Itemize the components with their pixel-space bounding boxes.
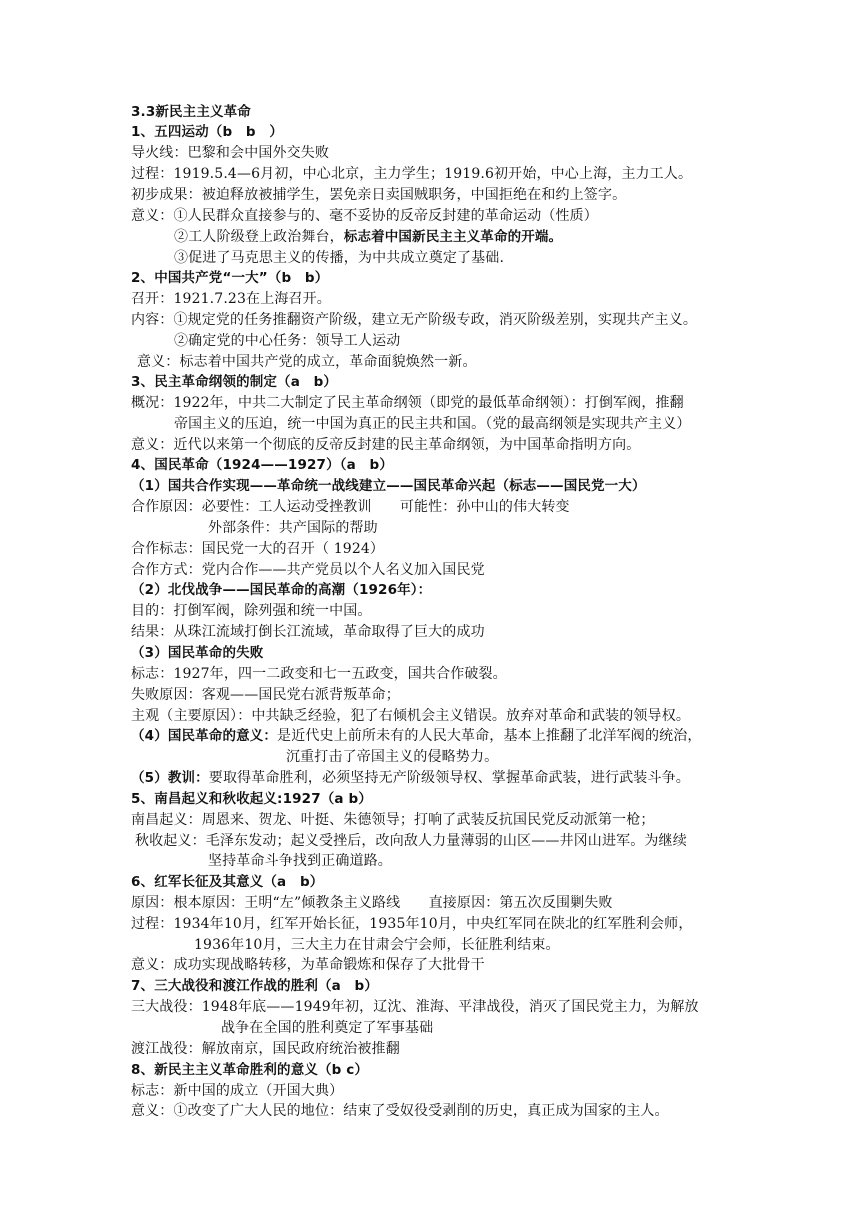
text-run: 失败原因：客观——国民党右派背叛革命； (131, 687, 400, 703)
text-line (286, 747, 498, 767)
text-run: ③促进了马克思主义的传播，为中共成立奠定了基础. (174, 250, 505, 266)
text-line (131, 497, 570, 517)
text-line (208, 851, 392, 871)
subheading (131, 768, 690, 788)
text-line (174, 331, 400, 351)
text-line (131, 164, 692, 184)
text-run: 主观（主要原因）：中共缺乏经验，犯了右倾机会主义错误。放弃对革命和武装的领导权。 (131, 708, 690, 724)
text-run: 意义：①人民群众直接参与的、毫不妥协的反帝反封建的革命运动（性质） (131, 208, 598, 224)
text-line (131, 810, 655, 830)
bold-text-run: 2、中国共产党“一大”（b b） (131, 270, 329, 286)
bold-text-run: 7、三大战役和渡江作战的胜利（a b） (131, 978, 379, 994)
text-run: 坚持革命斗争找到正确道路。 (208, 853, 392, 869)
text-line (174, 248, 504, 268)
heading-first-congress (131, 268, 328, 288)
text-run: 导火线：巴黎和会中国外交失败 (131, 145, 330, 161)
bold-text-run: 8、新民主主义革命胜利的意义（b c） (131, 1062, 369, 1078)
text-line (131, 1039, 400, 1059)
text-line (131, 539, 384, 559)
heading-three-campaigns (131, 976, 378, 996)
text-run: 意义：标志着中国共产党的成立，革命面貌焕然一新。 (137, 354, 477, 370)
bold-text-run: 6、红军长征及其意义（a b） (131, 874, 324, 890)
bold-text-run: 5、南昌起义和秋收起义:1927（a b） (131, 791, 372, 807)
heading-national-revolution (131, 455, 393, 475)
text-line (131, 310, 697, 330)
bold-text-run: 标志着中国新民主主义革命的开端。 (343, 229, 563, 245)
text-line (131, 893, 613, 913)
text-line (174, 414, 691, 434)
bold-text-run: （2）北伐战争——国民革命的高潮（1926年）： (131, 582, 432, 598)
text-run: 内容：①规定党的任务推翻资产阶级，建立无产阶级专政，消灭阶级差别，实现共产主义。 (131, 312, 697, 328)
bold-text-run: 4、国民革命（1924——1927）（a b） (131, 457, 394, 473)
text-run: 标志：新中国的成立（开国大典） (131, 1083, 344, 1099)
text-run: 秋收起义：毛泽东发动；起义受挫后，改向敌人力量薄弱的山区——井冈山进军。为继续 (135, 833, 687, 849)
text-line (131, 185, 626, 205)
text-line (131, 1101, 669, 1121)
text-line (174, 227, 562, 247)
text-run: 原因：根本原因：王明“左”倾教条主义路线 直接原因：第五次反围剿失败 (131, 895, 613, 911)
subheading (131, 726, 702, 746)
text-line (137, 352, 477, 372)
text-line (135, 831, 687, 851)
text-line (131, 143, 329, 163)
heading-may-fourth-movement (131, 122, 283, 142)
subheading (131, 476, 646, 496)
subheading (131, 580, 431, 600)
bold-text-run: 3、民主革命纲领的制定（a b） (131, 374, 338, 390)
text-run: 初步成果：被迫释放被捕学生，罢免亲日卖国贼职务，中国拒绝在和约上签字。 (131, 187, 627, 203)
text-line (131, 560, 485, 580)
text-run: 意义：成功实现战略转移，为革命锻炼和保存了大批骨干 (131, 957, 485, 973)
text-line (131, 206, 598, 226)
bold-text-run: （5）教训： (131, 770, 209, 786)
text-line (131, 393, 684, 413)
bold-text-run: （1）国共合作实现——革命统一战线建立——国民革命兴起（标志——国民党一大） (131, 478, 646, 494)
subheading (131, 643, 263, 663)
bold-text-run: （3）国民革命的失败 (131, 645, 264, 661)
text-line (131, 997, 699, 1017)
text-run: 1936年10月，三大主力在甘肃会宁会师，长征胜利结束。 (194, 937, 560, 953)
text-run: 合作标志：国民党一大的召开（ 1924） (131, 541, 385, 557)
bold-text-run: （4）国民革命的意义： (131, 728, 278, 744)
text-line (131, 289, 331, 309)
text-line (131, 435, 640, 455)
text-run: 合作方式：党内合作——共产党员以个人名义加入国民党 (131, 562, 485, 578)
text-run: 沉重打击了帝国主义的侵略势力。 (286, 749, 499, 765)
text-line (131, 664, 507, 684)
text-line (131, 601, 372, 621)
heading-victory-significance (131, 1060, 368, 1080)
text-run: 渡江战役：解放南京，国民政府统治被推翻 (131, 1041, 400, 1057)
text-run: 结果：从珠江流域打倒长江流域，革命取得了巨大的成功 (131, 624, 485, 640)
text-run: 意义：①改变了广大人民的地位：结束了受奴役受剥削的历史，真正成为国家的主人。 (131, 1103, 669, 1119)
text-line (131, 706, 690, 726)
text-run: 标志：1927年，四一二政变和七一五政变，国共合作破裂。 (131, 666, 507, 682)
text-line (194, 935, 560, 955)
section-title (131, 102, 251, 122)
text-line (208, 518, 378, 538)
text-run: 外部条件：共产国际的帮助 (208, 520, 378, 536)
text-line (221, 1018, 433, 1038)
text-run: 是近代史上前所未有的人民大革命，基本上推翻了北洋军阀的统治， (277, 728, 702, 744)
text-line (131, 914, 693, 934)
text-run: 概况：1922年，中共二大制定了民主革命纲领（即党的最低革命纲领）：打倒军阀，推翻 (131, 395, 684, 411)
text-run: ②确定党的中心任务：领导工人运动 (174, 333, 401, 349)
text-run: 过程：1934年10月，红军开始长征，1935年10月，中央红军同在陕北的红军胜利会师， (131, 916, 693, 932)
heading-long-march (131, 872, 323, 892)
text-run: ②工人阶级登上政治舞台， (174, 229, 344, 245)
text-line (131, 685, 400, 705)
text-line (131, 622, 485, 642)
text-run: 合作原因：必要性：工人运动受挫教训 可能性：孙中山的伟大转变 (131, 499, 570, 515)
text-run: 南昌起义：周恩来、贺龙、叶挺、朱德领导；打响了武装反抗国民党反动派第一枪； (131, 812, 655, 828)
bold-text-run: 3.3新民主主义革命 (131, 104, 251, 120)
text-run: 帝国主义的压迫，统一中国为真正的民主共和国。（党的最高纲领是实现共产主义） (174, 416, 691, 432)
text-run: 三大战役：1948年底——1949年初，辽沈、淮海、平津战役，消灭了国民党主力，为解放 (131, 999, 699, 1015)
heading-uprisings (131, 789, 372, 809)
text-run: 过程：1919.5.4—6月初，中心北京，主力学生；1919.6初开始，中心上海，主力工人。 (131, 166, 693, 182)
text-line (131, 955, 485, 975)
text-run: 要取得革命胜利，必须坚持无产阶级领导权、掌握革命武装，进行武装斗争。 (208, 770, 690, 786)
text-run: 目的：打倒军阀，除列强和统一中国。 (131, 603, 372, 619)
text-line (131, 1081, 343, 1101)
bold-text-run: 1、五四运动（b b ） (131, 124, 284, 140)
text-run: 召开：1921.7.23在上海召开。 (131, 291, 331, 307)
text-run: 意义：近代以来第一个彻底的反帝反封建的民主革命纲领，为中国革命指明方向。 (131, 437, 641, 453)
heading-democratic-program (131, 372, 337, 392)
text-run: 战争在全国的胜利奠定了军事基础 (221, 1020, 434, 1036)
